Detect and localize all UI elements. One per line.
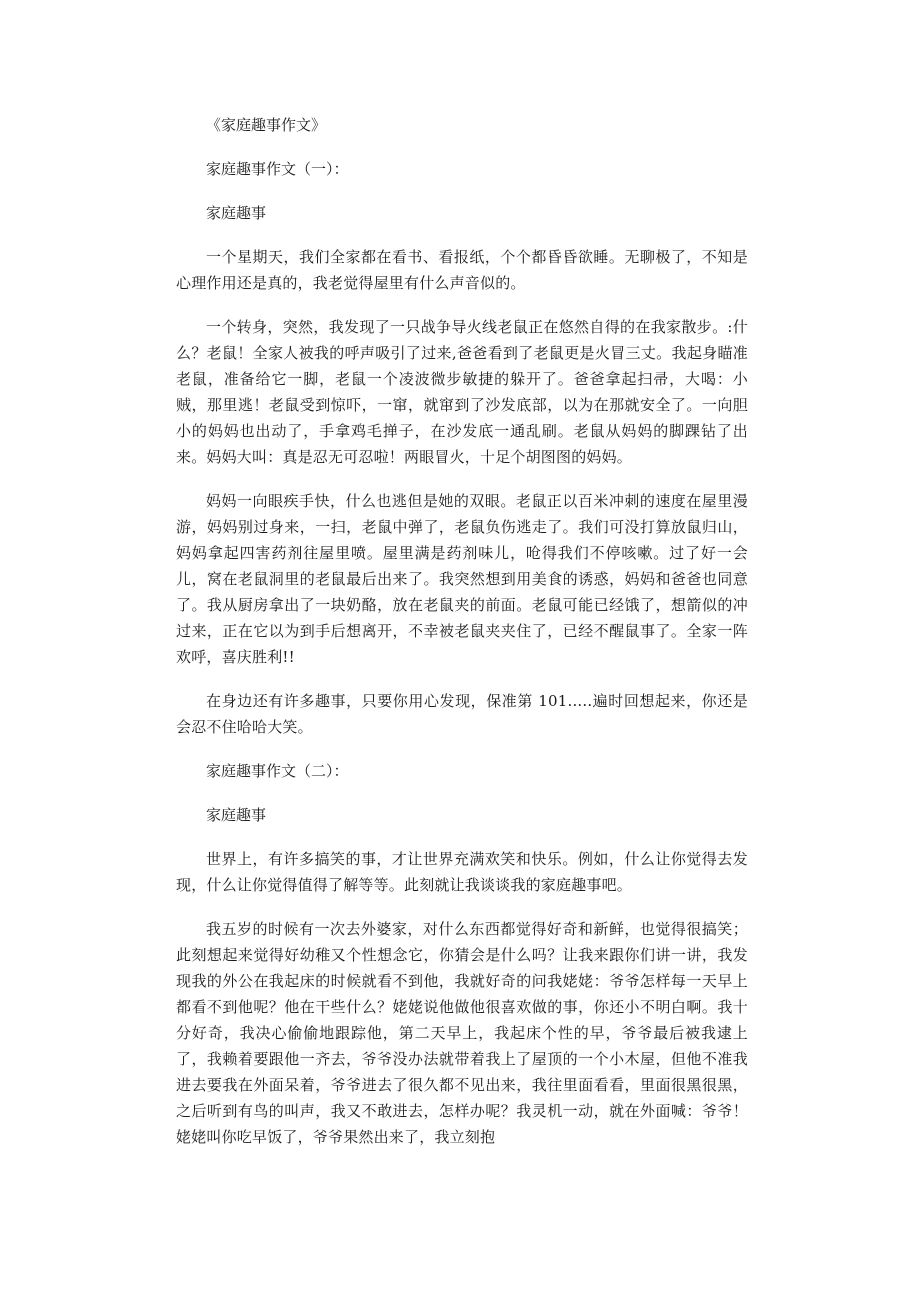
section1-paragraph-3: 妈妈一向眼疾手快，什么也逃但是她的双眼。老鼠正以百米冲刺的速度在屋里漫游，妈妈别过身来，一扫，老鼠中弹了，老鼠负伤逃走了。我们可没打算放鼠归山，妈妈拿起四害药剂往屋里喷。屋里满是药剂味儿，呛得我们不停咳嗽。过了好一会儿，窝在老鼠洞里的老鼠最后出来了。我突然想到用美食的诱惑，妈妈和爸爸也同意了。我从厨房拿出了一块奶酪，放在老鼠夹的前面。老鼠可能已经饿了，想箭似的冲过来，正在它以为到手后想离开，不幸被老鼠夹夹住了，已经不醒鼠事了。全家一阵欢呼，喜庆胜利!! [176, 492, 748, 666]
section1-paragraph-2: 一个转身，突然，我发现了一只战争导火线老鼠正在悠然自得的在我家散步。:什么？老鼠！全家人被我的呼声吸引了过来,爸爸看到了老鼠更是火冒三丈。我起身瞄准老鼠，准备给它一脚，老鼠一个凌波微步敏捷的躲开了。爸爸拿起扫帚，大喝：小贼，那里逃！老鼠受到惊吓，一窜，就窜到了沙发底部，以为在那就安全了。一向胆小的妈妈也出动了，手拿鸡毛掸子，在沙发底一通乱刷。老鼠从妈妈的脚踝钻了出来。妈妈大叫：真是忍无可忍啦！两眼冒火，十足个胡图图的妈妈。 [176, 318, 748, 466]
section2-subtitle: 家庭趣事 [206, 806, 267, 824]
section2-paragraph-1: 世界上，有许多搞笑的事，才让世界充满欢笑和快乐。例如，什么让你觉得去发现，什么让你觉得值得了解等等。此刻就让我谈谈我的家庭趣事吧。 [176, 850, 748, 894]
section2-paragraph-2: 我五岁的时候有一次去外婆家，对什么东西都觉得好奇和新鲜，也觉得很搞笑；此刻想起来觉得好幼稚又个性想念它，你猜会是什么吗？让我来跟你们讲一讲，我发现我的外公在我起床的时候就看不到他，我就好奇的问我姥姥：爷爷怎样每一天早上都看不到他呢？他在干些什么？姥姥说他做他很喜欢做的事，你还小不明白啊。我十分好奇，我决心偷偷地跟踪他，第二天早上，我起床个性的早，爷爷最后被我逮上了，我赖着要跟他一齐去，爷爷没办法就带着我上了屋顶的一个小木屋，但他不准我进去要我在外面呆着，爷爷进去了很久都不见出来，我往里面看看，里面很黑很黑，之后听到有鸟的叫声，我又不敢进去，怎样办呢？我灵机一动，就在外面喊：爷爷！姥姥叫你吃早饭了，爷爷果然出来了，我立刻抱 [176, 920, 748, 1146]
section1-subtitle: 家庭趣事 [206, 204, 267, 222]
section2-heading: 家庭趣事作文（二）： [206, 762, 349, 780]
section1-paragraph-1: 一个星期天，我们全家都在看书、看报纸，个个都昏昏欲睡。无聊极了，不知是心理作用还是真的，我老觉得屋里有什么声音似的。 [176, 248, 748, 292]
document-title: 《家庭趣事作文》 [206, 116, 327, 134]
section1-heading: 家庭趣事作文（一）： [206, 160, 349, 178]
section1-paragraph-4: 在身边还有许多趣事，只要你用心发现，保准第 101.....遍时回想起来，你还是会忍不住哈哈大笑。 [176, 692, 748, 736]
document-body [176, 112, 748, 1168]
